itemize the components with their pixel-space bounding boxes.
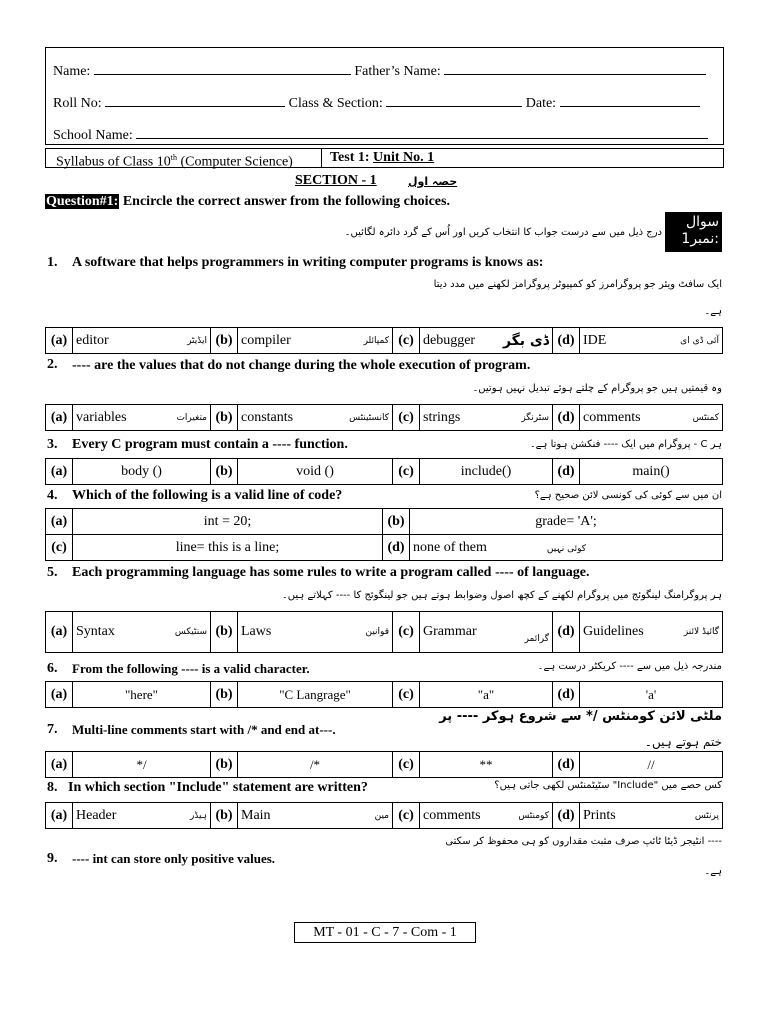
option-row bbox=[46, 535, 723, 561]
syllabus-divider bbox=[321, 149, 322, 167]
q5-number: 5. bbox=[47, 565, 58, 580]
q2-option-a-label: (a) bbox=[46, 405, 73, 431]
q2-option-b-en: constants bbox=[241, 409, 294, 425]
q1-option-c-ur: ڈی بگر bbox=[502, 332, 549, 349]
q2-option-a[interactable] bbox=[73, 405, 211, 431]
father-name-field[interactable] bbox=[444, 60, 706, 75]
option-row bbox=[46, 682, 723, 708]
q8-text: In which section "Include" statement are written? bbox=[68, 780, 368, 795]
q5-option-c-ur: گرائمر bbox=[524, 634, 549, 644]
roll-row bbox=[53, 92, 700, 112]
q7-option-d-label: (d) bbox=[553, 752, 580, 778]
q8-option-b-ur: مین bbox=[374, 810, 389, 821]
q8-option-b[interactable] bbox=[238, 803, 393, 829]
q5-option-d-en: Guidelines bbox=[583, 624, 644, 639]
name-row bbox=[53, 60, 706, 80]
q7-option-a-label: (a) bbox=[46, 752, 73, 778]
q2-option-a-ur: متغیرات bbox=[176, 412, 207, 423]
q3-text: Every C program must contain a ---- function. bbox=[72, 437, 348, 452]
q1-number: 1. bbox=[47, 255, 58, 270]
date-label: Date: bbox=[525, 96, 557, 111]
q5-urdu: ہر پروگرامنگ لینگوئج میں پروگرام لکھنے کے کچھ اصول وضوابط ہوتے ہیں جو لینگوئج کا ---- کہلاتے ہیں۔ bbox=[281, 590, 722, 601]
q1-option-c-en: debugger bbox=[423, 332, 476, 348]
q5-options bbox=[45, 611, 723, 653]
q7-option-b-label: (b) bbox=[211, 752, 238, 778]
footer-code: MT - 01 - C - 7 - Com - 1 bbox=[294, 922, 476, 943]
q7-urdu-line1: ملٹی لائن کومنٹس /* سے شروع ہوکر ---- پر bbox=[439, 709, 722, 724]
syllabus-text bbox=[56, 149, 293, 172]
q1-option-b[interactable] bbox=[238, 328, 393, 354]
q8-option-c-en: comments bbox=[423, 807, 481, 823]
q6-option-b-label: (b) bbox=[211, 682, 238, 708]
q6-option-d[interactable]: 'a' bbox=[580, 682, 723, 708]
q5-option-b-en: Laws bbox=[241, 624, 272, 639]
q3-option-a[interactable]: body () bbox=[73, 459, 211, 485]
q2-urdu: وہ قیمتیں ہیں جو پروگرام کے چلتے ہوئے تبدیل نہیں ہوتیں۔ bbox=[472, 383, 722, 394]
q9-number: 9. bbox=[47, 851, 58, 866]
q1-option-b-en: compiler bbox=[241, 332, 291, 348]
class-section-field[interactable] bbox=[386, 92, 522, 107]
question1-badge bbox=[665, 212, 722, 252]
q7-option-b[interactable]: /* bbox=[238, 752, 393, 778]
question1-instruction: Encircle the correct answer from the following choices. bbox=[122, 194, 450, 209]
q4-option-b-label: (b) bbox=[383, 509, 410, 535]
syllabus-strip bbox=[45, 148, 724, 168]
q9-text: ---- int can store only positive values. bbox=[72, 851, 276, 866]
q8-number: 8. bbox=[47, 780, 58, 795]
q5-option-a[interactable] bbox=[73, 612, 211, 653]
q3-option-d-label: (d) bbox=[553, 459, 580, 485]
q6-number: 6. bbox=[47, 661, 58, 676]
option-row bbox=[46, 509, 723, 535]
q3-option-a-label: (a) bbox=[46, 459, 73, 485]
q7-option-c-label: (c) bbox=[393, 752, 420, 778]
roll-label: Roll No: bbox=[53, 96, 102, 111]
test-label: Test 1: bbox=[330, 150, 370, 165]
q8-option-c-ur: کومنٹس bbox=[518, 810, 549, 821]
q5-option-a-ur: سنٹیکس bbox=[174, 627, 207, 637]
q8-option-b-en: Main bbox=[241, 807, 271, 823]
q2-option-c-ur: سٹرنگز bbox=[521, 412, 549, 423]
q1-option-c[interactable] bbox=[420, 328, 553, 354]
q1-option-b-ur: کمپائلر bbox=[363, 335, 389, 346]
q4-option-d-en: none of them bbox=[413, 539, 487, 555]
q6-option-a[interactable]: "here" bbox=[73, 682, 211, 708]
q7-option-a[interactable]: */ bbox=[73, 752, 211, 778]
q1-options bbox=[45, 327, 723, 354]
q4-option-d-label: (d) bbox=[383, 535, 410, 561]
q3-option-c-label: (c) bbox=[393, 459, 420, 485]
q2-option-d-ur: کمنٹس bbox=[692, 412, 719, 423]
q8-option-d-en: Prints bbox=[583, 807, 616, 823]
name-label: Name: bbox=[53, 64, 91, 79]
q2-option-b-ur: کانسٹینٹس bbox=[349, 412, 389, 423]
badge-line-2: نمبر1: bbox=[681, 231, 719, 247]
q6-option-d-label: (d) bbox=[553, 682, 580, 708]
q2-option-c-en: strings bbox=[423, 409, 461, 425]
unit-label: Unit No. 1 bbox=[373, 150, 435, 165]
q3-option-b-label: (b) bbox=[211, 459, 238, 485]
school-label: School Name: bbox=[53, 128, 133, 143]
q4-option-a[interactable]: int = 20; bbox=[73, 509, 383, 535]
option-row bbox=[46, 752, 723, 778]
roll-field[interactable] bbox=[105, 92, 285, 107]
q6-option-a-label: (a) bbox=[46, 682, 73, 708]
q5-option-c[interactable] bbox=[420, 612, 553, 653]
q8-option-d[interactable] bbox=[580, 803, 723, 829]
q5-option-c-label: (c) bbox=[393, 612, 420, 653]
q4-option-a-label: (a) bbox=[46, 509, 73, 535]
q2-option-c-label: (c) bbox=[393, 405, 420, 431]
q8-options bbox=[45, 802, 723, 829]
section-title: SECTION - 1 bbox=[295, 173, 377, 188]
option-row bbox=[46, 459, 723, 485]
q5-option-c-en: Grammar bbox=[423, 624, 477, 639]
q8-option-a[interactable] bbox=[73, 803, 211, 829]
q3-urdu: ہر C - پروگرام میں ایک ---- فنکشن ہوتا ہے۔ bbox=[529, 439, 722, 450]
q3-option-b[interactable]: void () bbox=[238, 459, 393, 485]
q8-option-d-label: (d) bbox=[553, 803, 580, 829]
q2-option-c[interactable] bbox=[420, 405, 553, 431]
q9-urdu-line1: ---- انٹیجر ڈیٹا ٹائپ صرف مثبت مقداروں کو ہی محفوظ کر سکتی bbox=[445, 836, 722, 847]
school-field[interactable] bbox=[136, 124, 708, 139]
question1-label: Question#1: bbox=[46, 194, 119, 209]
q2-text: ---- are the values that do not change during the whole execution of program. bbox=[72, 358, 531, 373]
father-name-label: Father’s Name: bbox=[354, 64, 441, 79]
date-field[interactable] bbox=[560, 92, 700, 107]
q5-option-d[interactable] bbox=[580, 612, 723, 653]
q8-option-a-ur: ہیڈر bbox=[189, 810, 207, 821]
q8-option-a-en: Header bbox=[76, 807, 117, 823]
option-row bbox=[46, 612, 723, 653]
q4-option-b[interactable]: grade= 'A'; bbox=[410, 509, 723, 535]
q4-number: 4. bbox=[47, 488, 58, 503]
q8-option-d-ur: پرنٹس bbox=[694, 810, 719, 821]
question1-heading bbox=[45, 194, 450, 210]
q6-text: From the following ---- is a valid character. bbox=[72, 661, 310, 676]
q1-urdu-line2: ہے۔ bbox=[704, 306, 722, 317]
q5-option-d-ur: گائیڈ لائنز bbox=[683, 627, 719, 637]
syllabus-sup: th bbox=[170, 153, 177, 162]
q4-option-d-ur: کوئی نہیں bbox=[546, 543, 587, 554]
q5-option-a-label: (a) bbox=[46, 612, 73, 653]
q7-option-c[interactable]: ** bbox=[420, 752, 553, 778]
q9-urdu-line2: ہے۔ bbox=[704, 866, 722, 877]
q3-number: 3. bbox=[47, 437, 58, 452]
q7-options bbox=[45, 751, 723, 778]
section-title-urdu: حصہ اول bbox=[408, 175, 458, 188]
q5-option-d-label: (d) bbox=[553, 612, 580, 653]
q6-urdu: مندرجہ ذیل میں سے ---- کریکٹر درست ہے۔ bbox=[537, 661, 722, 672]
syllabus-class: Syllabus of Class 10 bbox=[56, 154, 171, 170]
class-section-label: Class & Section: bbox=[288, 96, 383, 111]
syllabus-subject: (Computer Science) bbox=[176, 154, 293, 170]
q8-option-c-label: (c) bbox=[393, 803, 420, 829]
q4-option-c-label: (c) bbox=[46, 535, 73, 561]
q2-number: 2. bbox=[47, 357, 58, 372]
q2-option-d[interactable] bbox=[580, 405, 723, 431]
q5-option-b-label: (b) bbox=[211, 612, 238, 653]
q1-option-b-label: (b) bbox=[211, 328, 238, 354]
option-row bbox=[46, 328, 723, 354]
q1-text: A software that helps programmers in writing computer programs is knows as: bbox=[72, 255, 544, 270]
q1-option-a-ur: ایڈیٹر bbox=[187, 335, 207, 346]
q4-option-d[interactable] bbox=[410, 535, 723, 561]
q6-option-c[interactable]: "a" bbox=[420, 682, 553, 708]
q1-option-c-label: (c) bbox=[393, 328, 420, 354]
q3-options bbox=[45, 458, 723, 485]
q8-option-c[interactable] bbox=[420, 803, 553, 829]
q2-option-a-en: variables bbox=[76, 409, 127, 425]
q8-option-b-label: (b) bbox=[211, 803, 238, 829]
q2-option-b-label: (b) bbox=[211, 405, 238, 431]
q7-number: 7. bbox=[47, 722, 58, 737]
test-info bbox=[330, 149, 434, 167]
school-row bbox=[53, 124, 708, 144]
option-row bbox=[46, 803, 723, 829]
q1-urdu-line1: ایک سافٹ ویئر جو پروگرامرز کو کمپیوٹر پروگرامز لکھنے میں مدد دیتا bbox=[433, 279, 722, 290]
q6-option-b[interactable]: "C Langrage" bbox=[238, 682, 393, 708]
q7-urdu-line2: ختم ہوتے ہیں۔ bbox=[644, 735, 722, 749]
q7-text: Multi-line comments start with /* and end at---. bbox=[72, 722, 336, 737]
q1-option-a[interactable] bbox=[73, 328, 211, 354]
q5-option-b[interactable] bbox=[238, 612, 393, 653]
q8-urdu: کس حصے میں "Include" سٹیٹمنٹس لکھی جاتی ہیں؟ bbox=[494, 780, 722, 791]
q8-option-a-label: (a) bbox=[46, 803, 73, 829]
q5-option-b-ur: قوانین bbox=[365, 627, 389, 637]
q1-option-a-label: (a) bbox=[46, 328, 73, 354]
name-field[interactable] bbox=[94, 60, 351, 75]
option-row bbox=[46, 405, 723, 431]
q5-text: Each programming language has some rules to write a program called ---- of language. bbox=[72, 565, 590, 580]
q4-options bbox=[45, 508, 723, 561]
q1-option-a-en: editor bbox=[76, 332, 109, 348]
badge-line-1: سوال bbox=[685, 214, 719, 230]
q1-option-d-label: (d) bbox=[553, 328, 580, 354]
q2-option-b[interactable] bbox=[238, 405, 393, 431]
q7-option-d[interactable]: // bbox=[580, 752, 723, 778]
q3-option-c[interactable]: include() bbox=[420, 459, 553, 485]
question1-urdu: درج ذیل میں سے درست جواب کا انتخاب کریں اور اُس کے گرد دائرہ لگائیں۔ bbox=[344, 227, 662, 238]
q4-text: Which of the following is a valid line of code? bbox=[72, 488, 343, 503]
q1-option-d[interactable] bbox=[580, 328, 723, 354]
q4-urdu: ان میں سے کوئی کی کونسی لائن صحیح ہے؟ bbox=[534, 490, 722, 501]
q2-option-d-label: (d) bbox=[553, 405, 580, 431]
q2-options bbox=[45, 404, 723, 431]
q3-option-d[interactable]: main() bbox=[580, 459, 723, 485]
q4-option-c[interactable]: line= this is a line; bbox=[73, 535, 383, 561]
q6-option-c-label: (c) bbox=[393, 682, 420, 708]
q5-option-a-en: Syntax bbox=[76, 624, 115, 639]
q2-option-d-en: comments bbox=[583, 409, 641, 425]
q1-option-d-ur: آئی ڈی ای bbox=[680, 335, 719, 346]
q6-options bbox=[45, 681, 723, 708]
q1-option-d-en: IDE bbox=[583, 332, 607, 348]
